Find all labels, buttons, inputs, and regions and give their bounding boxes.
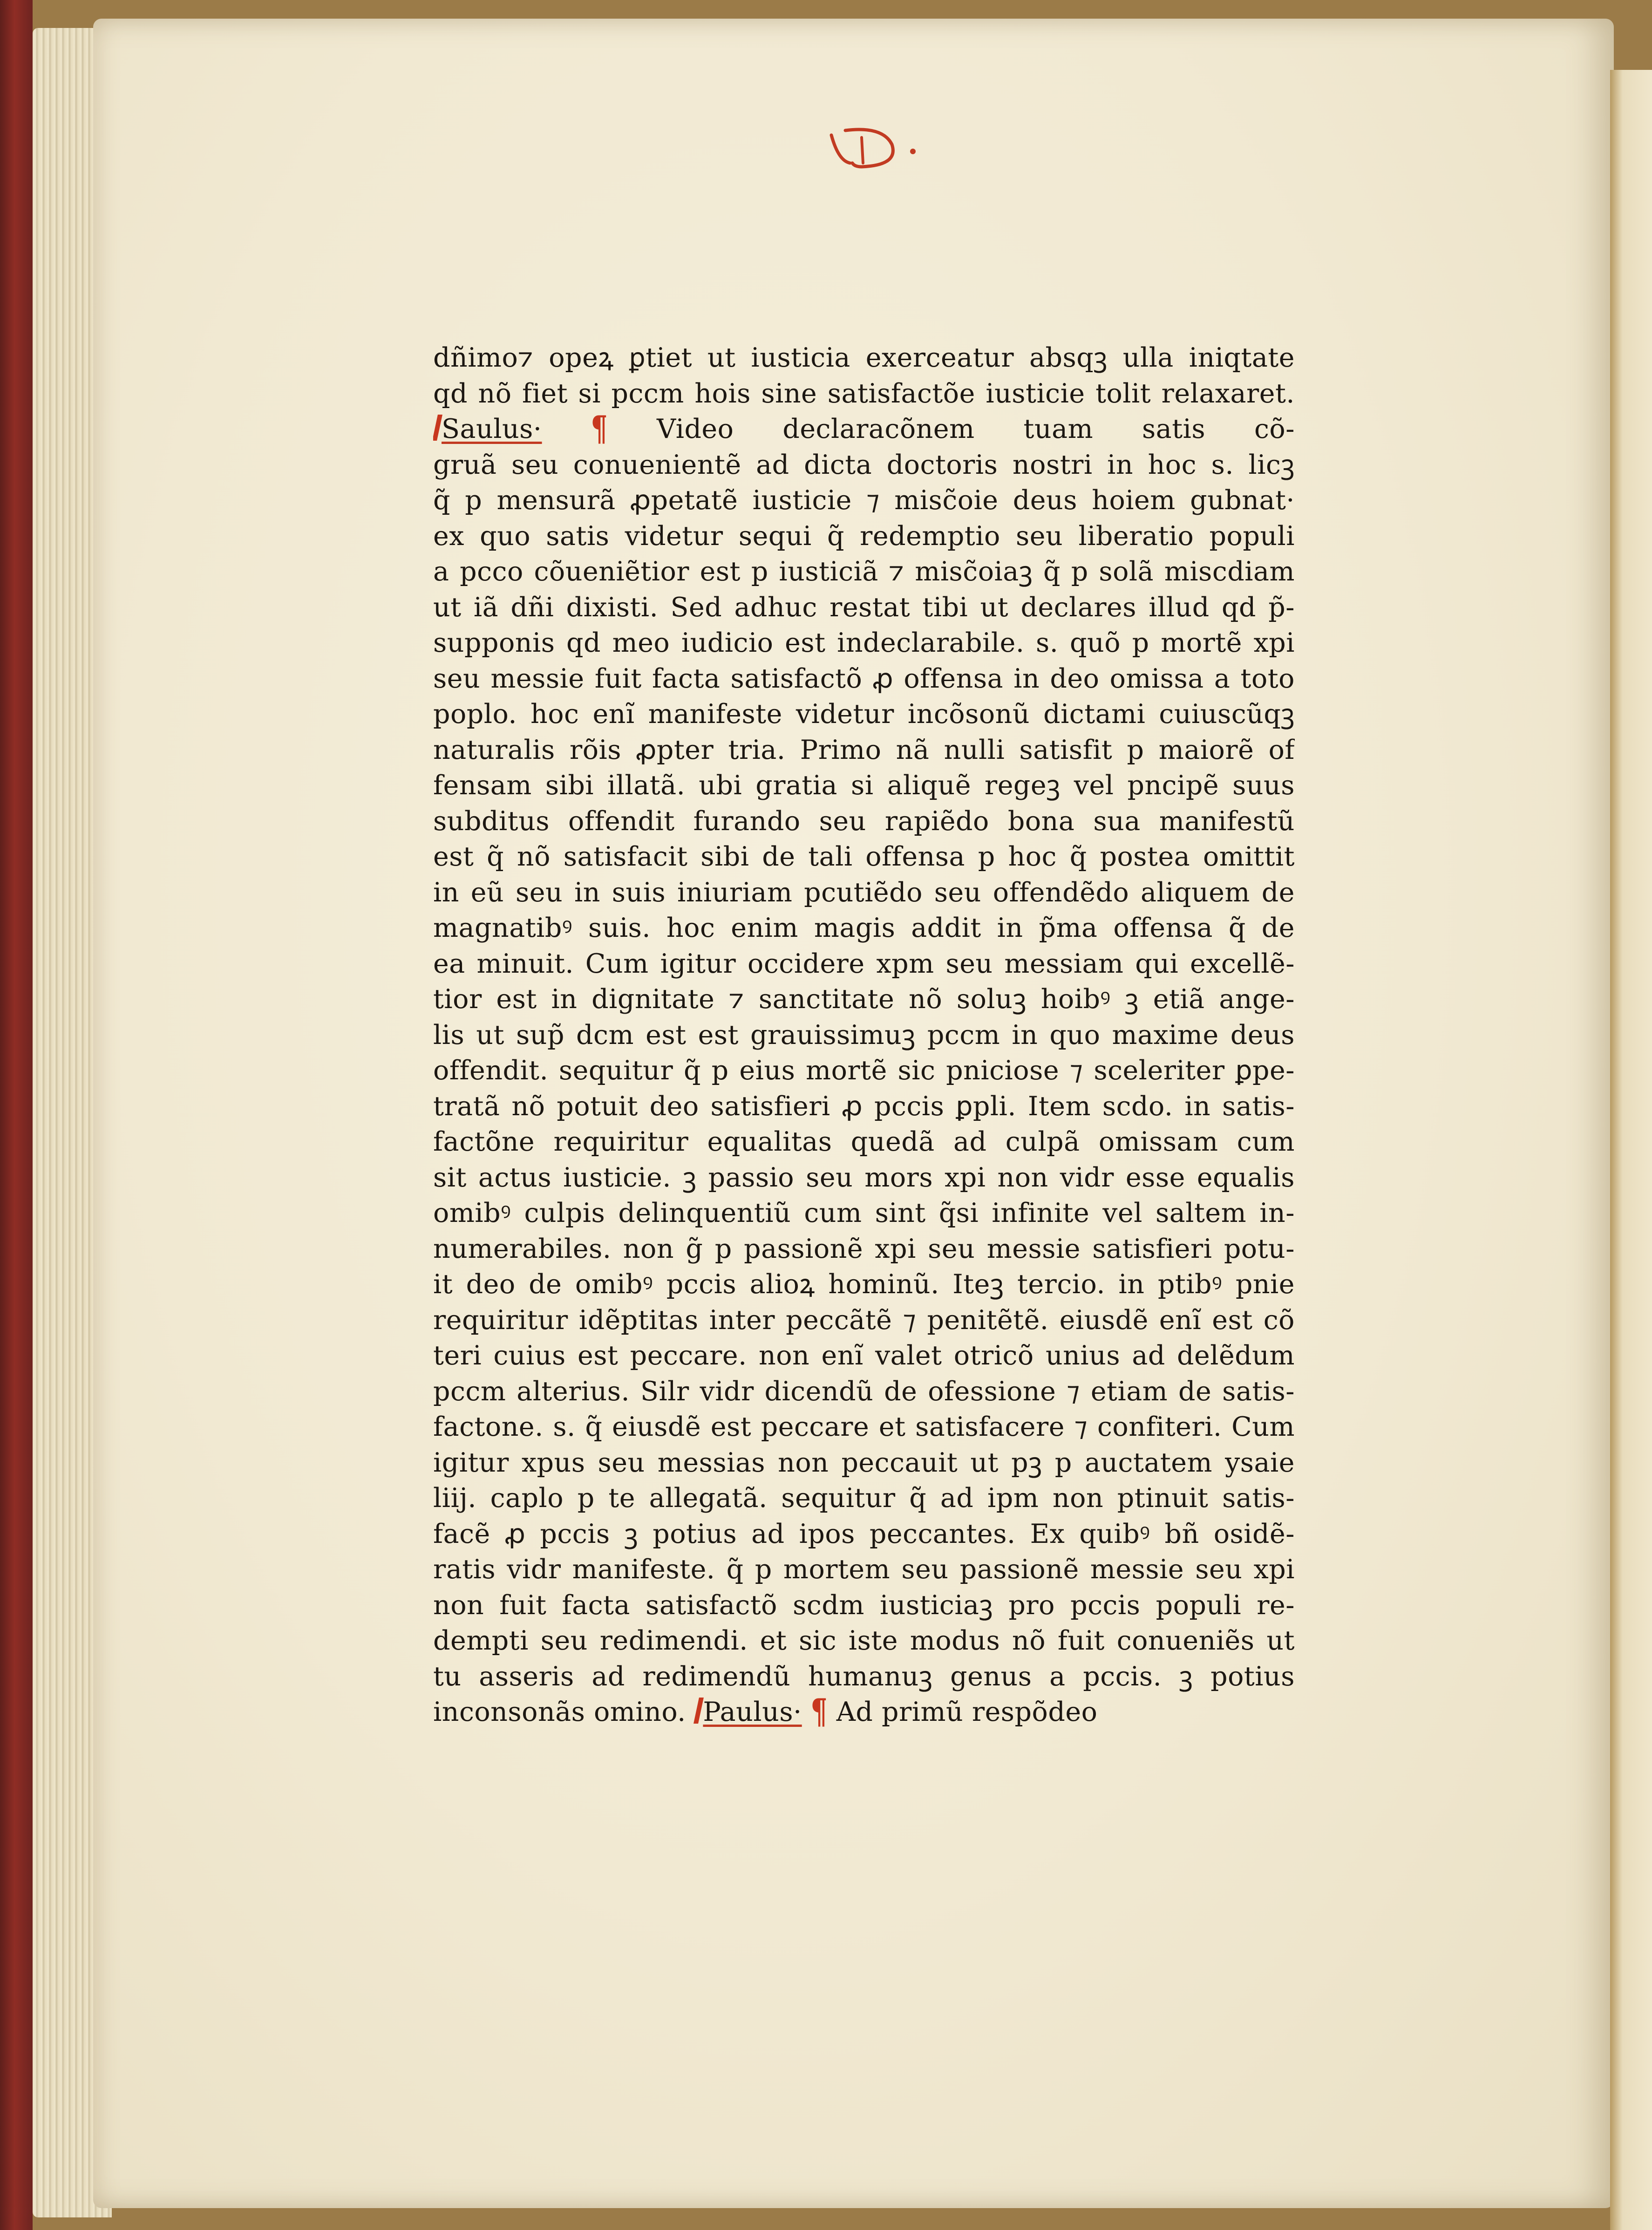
text-line-remainder: Ad primũ respõdeo <box>836 1697 1098 1727</box>
text-line: q̃ p mensurã ꝓpetatẽ iusticie ⁊ misc̃oie deus hoiem gubnat· <box>433 485 1295 516</box>
rubric-stroke <box>433 415 442 441</box>
text-line: non fuit facta satisfactõ scdm iusticiaꝫ pro pccis populi re- <box>433 1589 1295 1621</box>
pilcrow-mark: ¶ <box>810 1694 828 1730</box>
text-line: est q̃ nõ satisfacit sibi de tali offensa p hoc q̃ postea omittit <box>433 841 1295 872</box>
text-line-remainder: Video declaracõnem tuam satis cõ- <box>657 414 1295 444</box>
speaker-paulus: Paulus· <box>703 1697 802 1727</box>
text-line: factõne requiritur equalitas quedã ad culpã omissam cum <box>433 1126 1295 1157</box>
folio-mark <box>817 116 938 177</box>
folio-mark-drawing <box>817 116 938 177</box>
text-line: it deo de omibꝰ pccis alioꝝ hominũ. Iteꝫ tercio. in ptibꝰ pnie <box>433 1269 1295 1300</box>
text-line: tu asseris ad redimendũ humanuꝫ genus a pccis. ꝫ potius <box>433 1661 1295 1692</box>
text-line <box>433 1694 1295 1730</box>
text-line: lis ut sup̃ dcm est est grauissimuꝫ pccm in quo maxime deus <box>433 1019 1295 1050</box>
text-line: tratã nõ potuit deo satisfieri ꝓ pccis ꝑpli. Item scdo. in satis- <box>433 1091 1295 1122</box>
text-line: ea minuit. Cum igitur occidere xpm seu messiam qui excellẽ- <box>433 948 1295 979</box>
text-line: teri cuius est peccare. non enĩ valet otricõ unius ad delẽdum <box>433 1340 1295 1371</box>
speaker-saulus: Saulus· <box>442 414 542 444</box>
text-line: tior est in dignitate ⁊ sanctitate nõ soluꝫ hoibꝰ ꝫ etiã ange- <box>433 984 1295 1015</box>
text-line: in eũ seu in suis iniuriam pcutiẽdo seu offendẽdo aliquem de <box>433 877 1295 908</box>
text-line-start: inconsonãs omino. <box>433 1697 686 1727</box>
text-line: seu messie fuit facta satisfactõ ꝓ offensa in deo omissa a toto <box>433 663 1295 694</box>
text-line: dñimo⁊ opeꝝ ꝑtiet ut iusticia exerceatur absqꝫ ulla iniqtate <box>433 342 1295 373</box>
text-line: dempti seu redimendi. et sic iste modus nõ fuit conueniẽs ut <box>433 1625 1295 1656</box>
text-line: igitur xpus seu messias non peccauit ut pꝫ p auctatem ysaie <box>433 1447 1295 1478</box>
text-line: ratis vidr manifeste. q̃ p mortem seu passionẽ messie seu xpi <box>433 1554 1295 1585</box>
text-line: pccm alterius. Silr vidr dicendũ de ofessione ⁊ etiam de satis- <box>433 1376 1295 1407</box>
text-line: numerabiles. non g̃ p passionẽ xpi seu messie satisfieri potu- <box>433 1233 1295 1264</box>
text-line: requiritur idẽptitas inter peccãtẽ ⁊ penitẽtẽ. eiusdẽ enĩ est cõ <box>433 1304 1295 1336</box>
text-line: omibꝰ culpis delinquentiũ cum sint q̃si infinite vel saltem in- <box>433 1198 1295 1228</box>
text-line: supponis qd meo iudicio est indeclarabile. s. quõ p mortẽ xpi <box>433 627 1295 658</box>
text-line: poplo. hoc enĩ manifeste videtur incõsonũ dictami cuiuscũqꝫ <box>433 699 1295 730</box>
text-line: naturalis rõis ꝓpter tria. Primo nã nulli satisfit p maiorẽ of <box>433 734 1295 765</box>
text-line: subditus offendit furando seu rapiẽdo bona sua manifestũ <box>433 805 1295 837</box>
text-line: ut iã dñi dixisti. Sed adhuc restat tibi ut declares illud qd p̃- <box>433 592 1295 623</box>
text-line: sit actus iusticie. ꝫ passio seu mors xpi non vidr esse equalis <box>433 1162 1295 1193</box>
text-line: liij. caplo p te allegatã. sequitur q̃ ad ipm non ptinuit satis- <box>433 1483 1295 1514</box>
red-binding <box>0 0 33 2230</box>
text-line: offendit. sequitur q̃ p eius mortẽ sic pniciose ⁊ sceleriter ꝑpe- <box>433 1055 1295 1086</box>
text-line: a pcco cõueniẽtior est p iusticiã ⁊ misc̃oiaꝫ q̃ p solã miscdiam <box>433 556 1295 587</box>
text-line <box>433 411 1295 447</box>
pilcrow-mark: ¶ <box>591 411 608 447</box>
text-line: factone. s. q̃ eiusdẽ est peccare et satisfacere ⁊ confiteri. Cum <box>433 1412 1295 1442</box>
text-line: magnatibꝰ suis. hoc enim magis addit in p̃ma offensa q̃ de <box>433 913 1295 943</box>
text-line: fensam sibi illatã. ubi gratia si aliquẽ regeꝫ vel pncipẽ suus <box>433 770 1295 801</box>
text-line: ex quo satis videtur sequi q̃ redemptio seu liberatio populi <box>433 520 1295 552</box>
text-line: qd nõ fiet si pccm hois sine satisfactõe iusticie tolit relaxaret. <box>433 378 1295 409</box>
facing-page-edge <box>1610 70 1652 2230</box>
incunable-text-block <box>433 340 1295 1730</box>
text-line: facẽ ꝓ pccis ꝫ potius ad ipos peccantes. Ex quibꝰ bñ osidẽ- <box>433 1518 1295 1549</box>
text-line: gruã seu conuenientẽ ad dicta doctoris nostri in hoc s. licꝫ <box>433 449 1295 480</box>
